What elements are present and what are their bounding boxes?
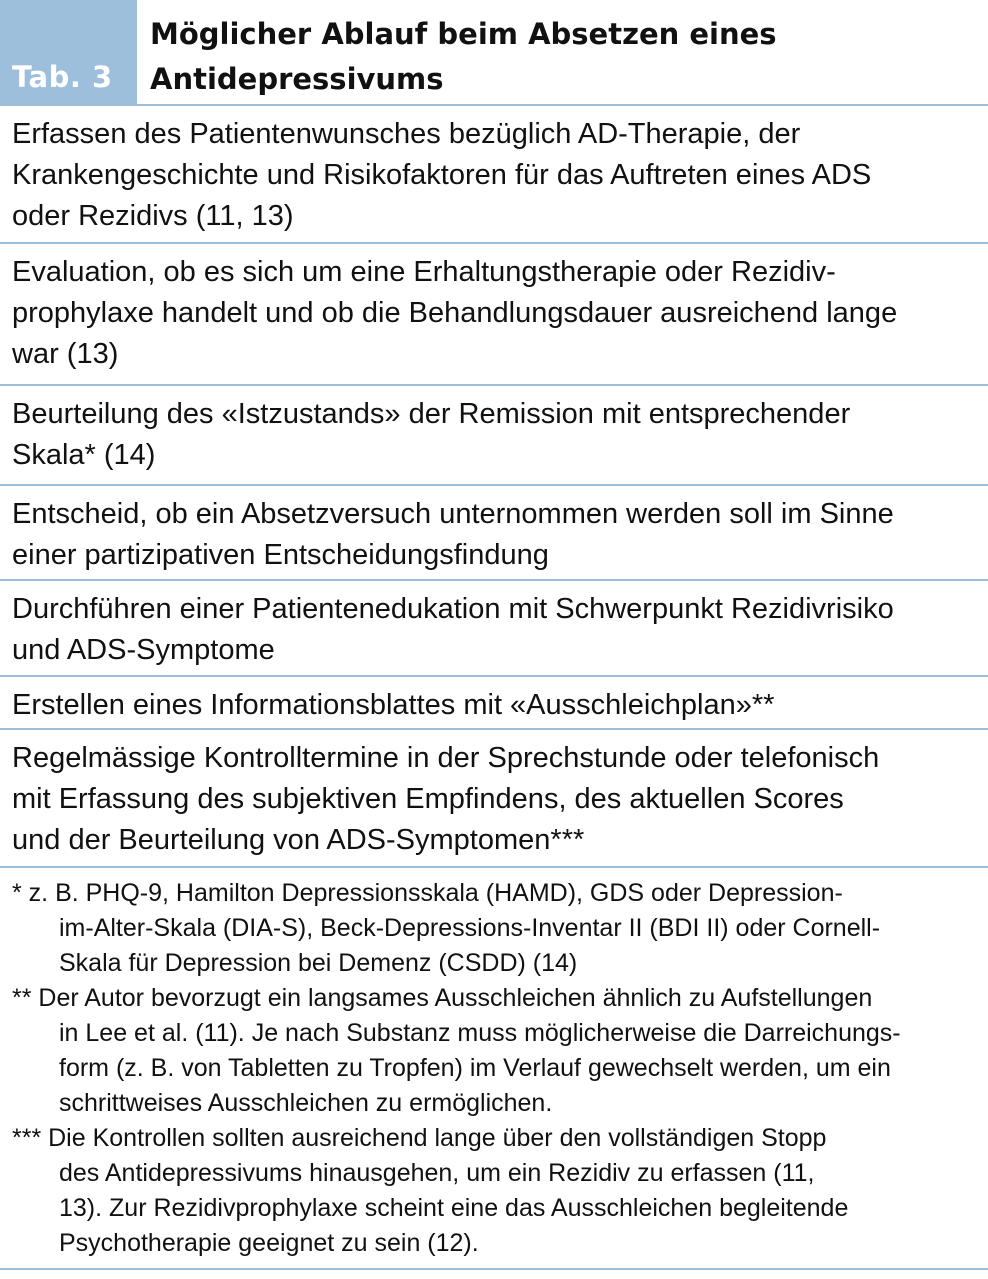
step-row [0,579,988,675]
step-row [0,728,988,866]
table-number: Tab. 3 [12,60,113,94]
step-text-line: Evaluation, ob es sich um eine Erhaltungstherapie oder Rezidiv- [12,256,836,288]
step-text-line: war (13) [12,338,119,370]
step-text-line: Beurteilung des «Istzustands» der Remission mit entsprechender [12,398,851,430]
table-title [150,12,970,102]
step-text-line: und ADS-Symptome [12,634,275,666]
footnotes [0,866,988,1261]
step-text-line: Regelmässige Kontrolltermine in der Sprechstunde oder telefonisch [12,742,880,774]
step-row [0,104,988,242]
footnote-line: Skala für Depression bei Demenz (CSDD) (14) [59,949,578,977]
step-text-line: Krankengeschichte und Risikofaktoren für das Auftreten eines ADS [12,159,872,191]
bottom-divider [0,1268,988,1270]
footnote-line: im-Alter-Skala (DIA-S), Beck-Depressions-Inventar II (BDI II) oder Cornell- [59,914,881,942]
step-row [0,675,988,728]
table-title-line: Antidepressivums [150,62,444,96]
footnote-line: schrittweises Ausschleichen zu ermöglichen. [59,1089,553,1117]
table-number-badge [0,0,137,104]
step-text-line: Entscheid, ob ein Absetzversuch unternommen werden soll im Sinne [12,498,894,530]
step-text-line: oder Rezidivs (11, 13) [12,200,294,232]
table-title-line: Möglicher Ablauf beim Absetzen eines [150,17,777,51]
footnote-line: des Antidepressivums hinausgehen, um ein Rezidiv zu erfassen (11, [59,1159,815,1187]
step-text-line: Durchführen einer Patientenedukation mit Schwerpunkt Rezidivrisiko [12,593,894,625]
footnote-line: Psychotherapie geeignet zu sein (12). [59,1229,479,1257]
step-text-line: Erstellen eines Informationsblattes mit «Ausschleichplan»** [12,689,775,721]
footnote-line: 13). Zur Rezidivprophylaxe scheint eine das Ausschleichen begleitende [59,1194,849,1222]
footnote-line: *** Die Kontrollen sollten ausreichend lange über den vollständigen Stopp [12,1124,827,1152]
step-text-line: und der Beurteilung von ADS-Symptomen*** [12,824,585,856]
footnote-line: * z. B. PHQ-9, Hamilton Depressionsskala (HAMD), GDS oder Depression- [12,879,843,907]
footnote [0,876,988,981]
step-row [0,384,988,484]
footnote-line: form (z. B. von Tabletten zu Tropfen) im Verlauf gewechselt werden, um ein [59,1054,891,1082]
footnote [0,1121,988,1261]
footnote [0,981,988,1121]
footnote-line: ** Der Autor bevorzugt ein langsames Ausschleichen ähnlich zu Aufstellungen [12,984,873,1012]
step-row [0,242,988,384]
step-row [0,484,988,579]
step-text-line: einer partizipativen Entscheidungsfindung [12,539,549,571]
step-text-line: prophylaxe handelt und ob die Behandlungsdauer ausreichend lange [12,297,898,329]
footnote-line: in Lee et al. (11). Je nach Substanz muss möglicherweise die Darreichungs- [59,1019,901,1047]
step-text-line: Skala* (14) [12,439,156,471]
step-text-line: Erfassen des Patientenwunsches bezüglich AD-Therapie, der [12,118,801,150]
steps-list [0,104,988,866]
table-header [0,0,988,104]
step-text-line: mit Erfassung des subjektiven Empfindens, des aktuellen Scores [12,783,844,815]
